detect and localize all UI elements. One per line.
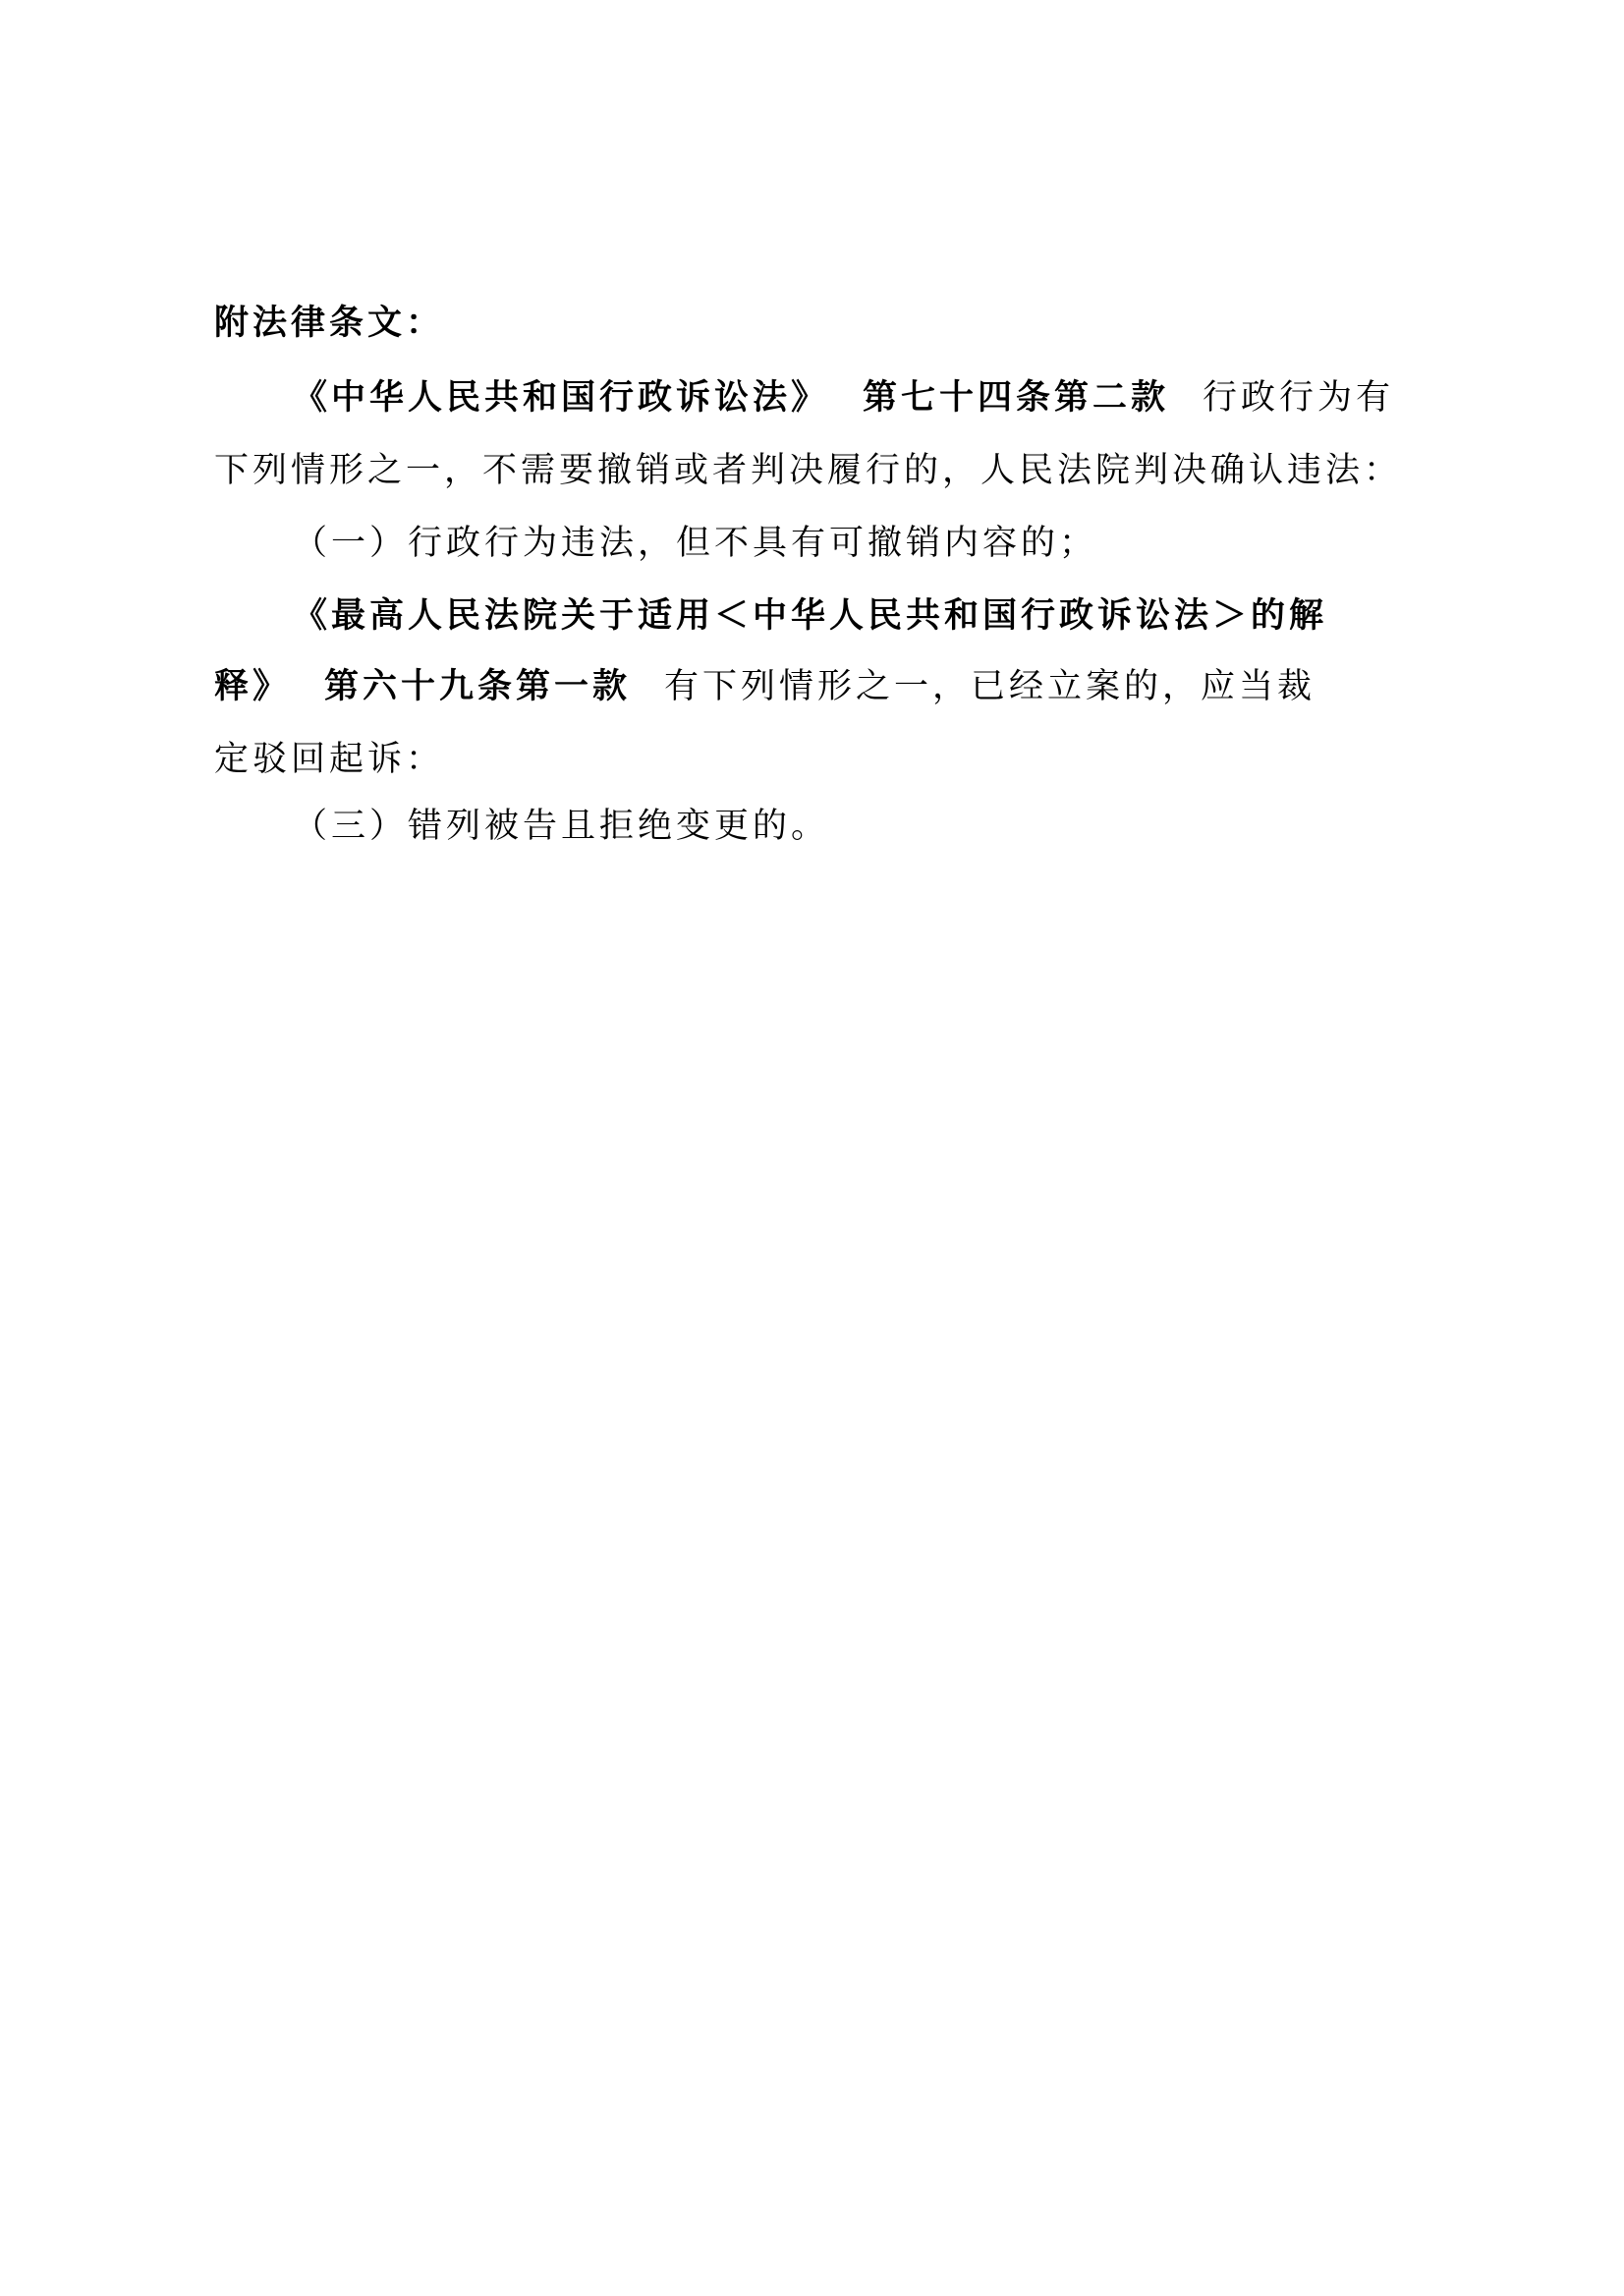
law1-item: （一）行政行为违法，但不具有可撤销内容的； xyxy=(293,524,1098,563)
law1-text-line2: 下列情形之一，不需要撤销或者判决履行的，人民法院判决确认违法： xyxy=(214,451,1403,490)
law2-text-line1: 有下列情形之一，已经立案的，应当裁 xyxy=(664,667,1316,706)
law2-item: （三）错列被告且拒绝变更的。 xyxy=(293,807,830,846)
law2-text-line2: 定驳回起诉： xyxy=(214,740,445,779)
law2-title-line2: 释》 xyxy=(214,666,292,706)
law1-first-line xyxy=(293,375,1394,420)
law1-title: 《中华人民共和国行政诉讼法》 xyxy=(293,377,830,418)
law1-article: 第七十四条第二款 xyxy=(863,377,1170,418)
law2-second-line xyxy=(214,664,1316,709)
law2-title-line1: 《最高人民法院关于适用＜中华人民共和国行政诉讼法＞的解 xyxy=(293,595,1328,636)
law1-text-line1: 行政行为有 xyxy=(1203,378,1395,418)
appendix-heading: 附法律条文： xyxy=(214,303,445,343)
law2-article: 第六十九条第一款 xyxy=(324,666,632,706)
